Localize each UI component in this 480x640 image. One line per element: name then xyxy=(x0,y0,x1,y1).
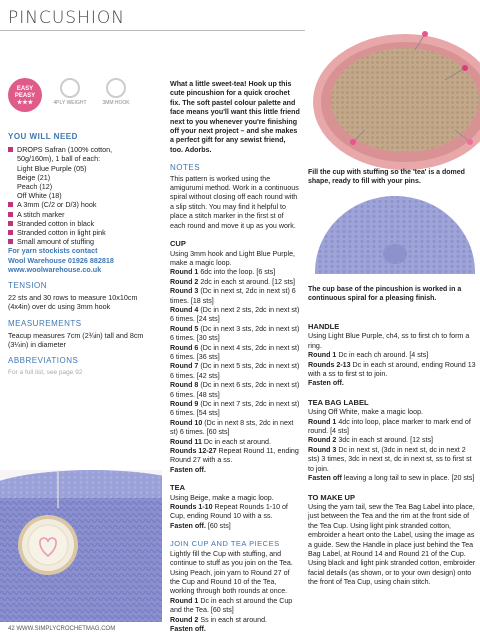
tea-intro: Using Beige, make a magic loop. xyxy=(170,493,274,502)
photo-caption-1: Fill the cup with stuffing so the 'tea' is a domed shape, ready to fill with your pins. xyxy=(308,169,465,185)
pattern-round: Rounds 1-10 Repeat Rounds 1-10 of Cup, ending Round 10 with a ss. xyxy=(170,503,288,521)
tension-heading: TENSION xyxy=(8,281,48,291)
you-will-need-heading: YOU WILL NEED xyxy=(8,132,78,141)
bullet-icon xyxy=(8,147,13,152)
page-footer: 42 WWW.SIMPLYCROCHETMAG.COM xyxy=(8,626,116,632)
teacup-closeup-photo xyxy=(0,470,162,622)
pattern-round: Rounds 12-27 Repeat Round 11, ending Round 27 with a ss. xyxy=(170,447,299,465)
label-intro: Using Off White, make a magic loop. xyxy=(308,408,423,417)
cup-base-illustration xyxy=(305,194,480,274)
pattern-round: Round 1 6dc into the loop. [6 sts] xyxy=(170,268,276,277)
material-item: Small amount of stuffing xyxy=(8,237,158,246)
pattern-round: Round 3 (Dc in next st, 2dc in next st) 6 times. [18 sts] xyxy=(170,287,296,305)
stockist-contact: For yarn stockists contact Wool Warehouse 01926 882818 www.woolwarehouse.co.uk xyxy=(8,246,158,274)
intro-paragraph: What a little sweet-tea! Hook up this cute pincushion for a quick crochet fix. The soft pastel colour palette and face means you'll want this little friend next to you whenever you're finishing off your next project – and she makes a perfect gift for any sewist friend, too. Adorbs. xyxy=(170,80,300,154)
material-item: A 3mm (C/2 or D/3) hook xyxy=(8,200,158,209)
fasten-off: Fasten off. [60 sts] xyxy=(170,521,231,530)
pattern-round: Round 4 (Dc in next 2 sts, 2dc in next st) 6 times. [24 sts] xyxy=(170,305,300,324)
fasten-off: Fasten off. xyxy=(170,465,206,474)
page-title: PINCUSHION xyxy=(8,8,125,28)
material-item: Stranded cotton in black xyxy=(8,219,158,228)
join-heading: JOIN CUP AND TEA PIECES xyxy=(170,539,280,549)
pattern-round: Round 5 (Dc in next 3 sts, 2dc in next st) 6 times. [30 sts] xyxy=(170,324,300,343)
cup-base-photo xyxy=(305,194,480,274)
material-item: A stitch marker xyxy=(8,210,158,219)
yarn-ball-icon xyxy=(60,78,80,98)
fasten-off: Fasten off leaving a long tail to sew in place. [20 sts] xyxy=(308,474,475,483)
bullet-icon xyxy=(8,202,13,207)
difficulty-badge: EASY PEASY ★★★ xyxy=(8,78,42,112)
abbreviations-text: For a full list, see page 92 xyxy=(8,369,83,377)
notes-text: This pattern is worked using the amigurumi method. Work in a continuous spiral without closing off each round with a slip stitch. You may find it helpful to place a stitch marker in the first st of each round and move it up as you work. xyxy=(170,174,299,230)
handle-intro: Using Light Blue Purple, ch4, ss to first ch to form a ring. xyxy=(308,332,470,350)
difficulty-meta xyxy=(8,78,158,126)
pattern-round: Round 2 3dc in each st around. [12 sts] xyxy=(308,436,433,445)
pattern-round: Round 2 Ss in each st around. xyxy=(170,615,267,624)
pattern-round: Round 1 Dc in each st around the Cup and the Tea. [60 sts] xyxy=(170,596,293,615)
teacup-illustration xyxy=(0,470,162,622)
bullet-icon xyxy=(8,212,13,217)
hook-size-info: 3MM HOOK xyxy=(96,78,136,106)
tension-text: 22 sts and 30 rows to measure 10x10cm (4x4in) over dc using 3mm hook xyxy=(8,293,138,312)
yarn-weight-info: 4PLY WEIGHT xyxy=(50,78,90,106)
material-item: Stranded cotton in light pink xyxy=(8,228,158,237)
notes-heading: NOTES xyxy=(170,163,201,173)
pattern-round: Round 3 Dc in next st, (3dc in next st, dc in next 2 sts) 3 times, 3dc in next st, dc in next st, ss to first st to join. xyxy=(308,445,472,473)
fasten-off: Fasten off. xyxy=(308,379,344,388)
fasten-off: Fasten off. xyxy=(170,624,206,633)
pattern-round: Round 2 2dc in each st around. [12 sts] xyxy=(170,277,295,286)
page-header xyxy=(0,0,480,34)
cup-heading: CUP xyxy=(170,239,186,249)
cup-intro: Using 3mm hook and Light Blue Purple, make a magic loop. xyxy=(170,249,295,267)
pattern-column-1 xyxy=(170,80,300,634)
bullet-icon xyxy=(8,230,13,235)
pattern-round: Round 6 (Dc in next 4 sts, 2dc in next st) 6 times. [36 sts] xyxy=(170,343,300,361)
pattern-column-2 xyxy=(308,322,476,588)
stockist-website-link[interactable]: www.woolwarehouse.co.uk xyxy=(8,264,102,274)
handle-heading: HANDLE xyxy=(308,322,340,331)
pattern-round: Round 8 (Dc in next 6 sts, 2dc in next st) 6 times. [48 sts] xyxy=(170,381,300,399)
materials-sidebar xyxy=(8,132,158,378)
bullet-icon xyxy=(8,221,13,226)
hook-icon xyxy=(106,78,126,98)
pattern-round: Rounds 2-13 Dc in each st around, ending Round 13 with a ss to first st to join. xyxy=(308,360,476,379)
pincushion-illustration xyxy=(305,30,480,180)
tea-bag-label-heading: TEA BAG LABEL xyxy=(308,397,369,407)
make-up-text: Using the yarn tail, sew the Tea Bag Label into place, just between the Tea and the rim at the front side of the Tea Cup. Using light pink stranded cotton, embroider a heart onto the Label, using the image as a guide. Sew the Handle in place just behind the Tea Bag Label, at Round 14 and Round 21 of the Cup. Using black and light pink stranded cotton, embroider facial details (as shown, or to your own design) onto the front of Tea Cup, using chain stitch. xyxy=(308,502,476,587)
abbreviations-heading: ABBREVIATIONS xyxy=(8,356,79,366)
pattern-round: Round 9 (Dc in next 7 sts, 2dc in next st) 6 times. [54 sts] xyxy=(170,400,300,418)
join-text: Lightly fill the Cup with stuffing, and continue to stuff as you join on the Tea. Using Peach, join yarn to Round 27 of the Cup and Round 10 of the Tea, working through both rounds at once. xyxy=(170,549,293,596)
make-up-heading: TO MAKE UP xyxy=(308,492,355,502)
measurements-text: Teacup measures 7cm (2¾in) tall and 8cm (3¼in) in diameter xyxy=(8,330,144,350)
photo-caption-2: The cup base of the pincushion is worked in a continuous spiral for a pleasing finish. xyxy=(308,286,462,302)
pattern-round: Round 7 (Dc in next 5 sts, 2dc in next st) 6 times. [42 sts] xyxy=(170,362,300,380)
material-item: DROPS Safran (100% cotton, 50g/160m), 1 ball of each: Light Blue Purple (05) Beige (21) Peach (12) Off White (18) xyxy=(8,145,158,200)
pincushion-top-photo xyxy=(305,30,480,180)
pattern-round: Round 1 4dc into loop, place marker to mark end of round. [4 sts] xyxy=(308,417,471,436)
measurements-heading: MEASUREMENTS xyxy=(8,318,82,328)
pattern-round: Round 10 (Dc in next 8 sts, 2dc in next st) 6 times. [60 sts] xyxy=(170,418,294,437)
pattern-round: Round 1 Dc in each ch around. [4 sts] xyxy=(308,351,429,360)
pattern-round: Round 11 Dc in each st around. xyxy=(170,437,271,446)
bullet-icon xyxy=(8,239,13,244)
tea-heading: TEA xyxy=(170,483,185,493)
